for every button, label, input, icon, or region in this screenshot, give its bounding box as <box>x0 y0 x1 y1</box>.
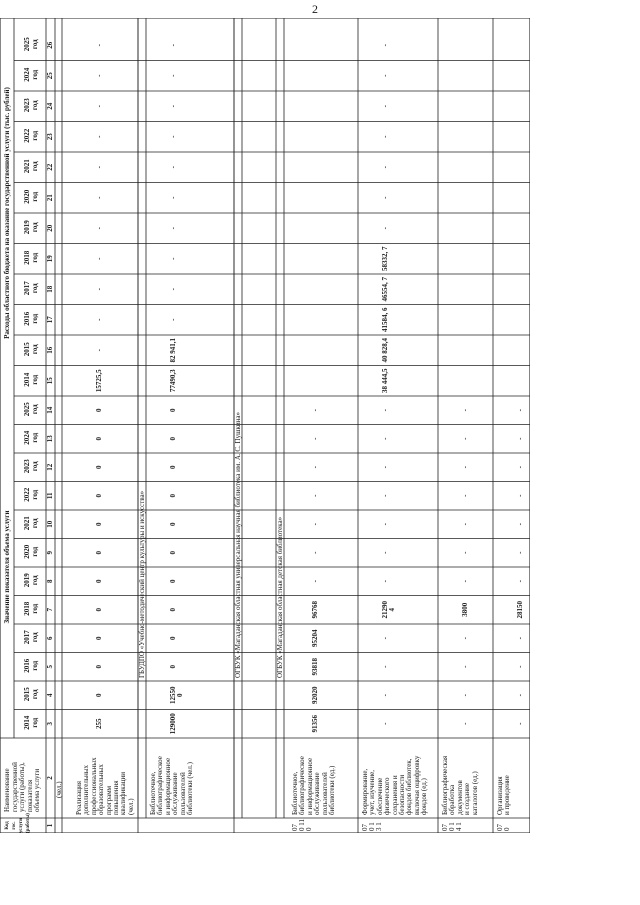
vol-year-suffix: год <box>31 575 39 586</box>
vol-cell: - <box>516 494 524 497</box>
vol-year-suffix: год <box>31 546 39 557</box>
exp-cell: - <box>381 135 389 138</box>
exp-cell: 82 941,1 <box>169 338 177 363</box>
vol-cell: 0 <box>95 579 103 583</box>
vol-cell: - <box>311 466 319 469</box>
row-name-line: документов <box>455 780 464 815</box>
column-number: 6 <box>46 636 54 640</box>
row-name-line: пользователей <box>320 772 329 815</box>
exp-cell: - <box>169 105 177 108</box>
exp-cell: - <box>95 166 103 169</box>
exp-year: 2017 <box>23 281 31 296</box>
column-number: 13 <box>46 435 54 443</box>
column-number: 16 <box>46 346 54 354</box>
vol-year-suffix: год <box>31 603 39 614</box>
vol-cell: - <box>516 694 524 697</box>
column-number: 25 <box>46 72 54 80</box>
name-col-header-line: показателя <box>25 779 34 812</box>
volume-group-header: Значение показателя объема услуги <box>3 510 11 624</box>
column-number: 26 <box>46 41 54 49</box>
exp-cell: - <box>169 196 177 199</box>
section-title: ГБУДПО «Учебно-методический центр культуры и искусства» <box>138 490 146 678</box>
exp-year: 2015 <box>23 342 31 357</box>
exp-cell: - <box>169 74 177 77</box>
vol-cell: - <box>516 665 524 668</box>
vol-year: 2022 <box>23 487 31 502</box>
row-name-line: обеспечение <box>375 777 384 815</box>
table-grid <box>0 18 530 833</box>
exp-cell: - <box>381 105 389 108</box>
name-col-header-line: Наименование <box>3 768 11 812</box>
vol-year: 2021 <box>23 516 31 531</box>
vol-cell: 0 <box>169 408 177 412</box>
vol-cell: 0 <box>95 551 103 555</box>
name-col-header-line: услуги (работы), <box>18 762 27 812</box>
column-number: 10 <box>46 520 54 528</box>
vol-year-suffix: год <box>31 689 39 700</box>
exp-cell: - <box>381 74 389 77</box>
code-col-header: Код гос. услуги (работы) <box>5 813 31 833</box>
row-name-line: включая оцифровку <box>412 755 421 815</box>
column-number: 18 <box>46 285 54 293</box>
vol-cell: - <box>461 580 469 583</box>
exp-cell: 15725,5 <box>95 369 103 393</box>
column-number: 23 <box>46 133 54 141</box>
row-name-line: и создание <box>463 782 472 815</box>
vol-cell: - <box>311 494 319 497</box>
exp-year-suffix: год <box>31 344 39 355</box>
exp-cell: - <box>95 105 103 108</box>
exp-cell: - <box>381 196 389 199</box>
exp-cell: - <box>95 257 103 260</box>
column-number: 5 <box>46 665 54 669</box>
vol-cell: - <box>461 494 469 497</box>
exp-year-suffix: год <box>31 283 39 294</box>
exp-cell: 58332, 7 <box>381 246 389 271</box>
exp-cell: 40 828,4 <box>381 338 389 363</box>
row-name-line: Библиотечное, <box>149 771 157 815</box>
row-name-line: обслуживание <box>313 772 322 815</box>
exp-cell: 77490,3 <box>169 369 177 393</box>
page-number: 2 <box>312 2 318 16</box>
exp-year-suffix: год <box>31 130 39 141</box>
exp-year: 2025 <box>23 37 31 52</box>
vol-year-suffix: год <box>31 432 39 443</box>
column-number: 21 <box>46 194 54 202</box>
vol-cell: - <box>461 437 469 440</box>
vol-cell: - <box>461 523 469 526</box>
vol-cell: - <box>381 637 389 640</box>
exp-year: 2024 <box>23 67 31 82</box>
vol-year: 2025 <box>23 402 31 417</box>
row-name-line: квалификации <box>119 772 128 815</box>
vol-cell: 95204 <box>311 629 319 647</box>
vol-cell: - <box>516 722 524 725</box>
vol-year-suffix: год <box>31 489 39 500</box>
vol-year-suffix: год <box>31 632 39 643</box>
vol-year-suffix: год <box>31 461 39 472</box>
exp-cell: - <box>95 196 103 199</box>
row-name-line: безопасности <box>398 774 406 815</box>
exp-cell: - <box>169 227 177 230</box>
column-number: 8 <box>46 579 54 583</box>
row-name-line: библиографическое <box>156 756 165 815</box>
exp-cell: - <box>95 44 103 47</box>
row-name-line: Формирование, <box>361 768 369 815</box>
vol-cell: 0 <box>169 608 177 612</box>
column-number: 24 <box>46 102 54 110</box>
section-title: ОГБУК «Магаданская областная детская библиотека» <box>276 516 284 678</box>
row-name-line: и информационное <box>305 757 314 815</box>
vol-cell: 21290 4 <box>381 601 396 619</box>
row-name-line: каталогов (ед.) <box>470 771 479 815</box>
exp-year-suffix: год <box>31 191 39 202</box>
column-number: 11 <box>46 492 54 500</box>
row-name-line: библиотеки (ед.) <box>328 765 336 815</box>
row-name-line: Библиотечное, <box>291 771 299 815</box>
vol-cell: 0 <box>169 636 177 640</box>
row-name-line: библиографическое <box>298 756 307 815</box>
vol-cell: - <box>516 523 524 526</box>
vol-cell: - <box>381 494 389 497</box>
vol-cell: 0 <box>169 579 177 583</box>
vol-cell: - <box>516 580 524 583</box>
vol-cell: 0 <box>169 665 177 669</box>
vol-year-suffix: год <box>31 660 39 671</box>
exp-cell: - <box>169 257 177 260</box>
row-name-line: сохранения и <box>390 775 399 815</box>
vol-cell: - <box>311 580 319 583</box>
exp-cell: 38 444,5 <box>381 368 389 393</box>
exp-year: 2021 <box>23 159 31 174</box>
vol-cell: - <box>461 637 469 640</box>
row-name-line: физического <box>383 777 392 815</box>
exp-year: 2023 <box>23 98 31 113</box>
vol-cell: - <box>381 409 389 412</box>
exp-cell: - <box>95 318 103 321</box>
row-name-line: библиотеки (чел.) <box>186 762 194 815</box>
exp-year-suffix: год <box>31 100 39 111</box>
column-number: 2 <box>46 776 54 780</box>
vol-cell: 129000 <box>169 713 177 735</box>
column-number: 3 <box>46 722 54 726</box>
vol-cell: 0 <box>169 437 177 441</box>
vol-cell: - <box>381 580 389 583</box>
vol-cell: - <box>516 437 524 440</box>
row-name-line: программ <box>104 785 113 815</box>
exp-cell: - <box>169 288 177 291</box>
exp-cell: - <box>381 227 389 230</box>
exp-year-suffix: год <box>31 222 39 233</box>
column-number: 17 <box>46 316 54 324</box>
name-col-header-line: объема услуги <box>33 768 42 812</box>
exp-cell: - <box>381 44 389 47</box>
exp-cell: - <box>95 74 103 77</box>
column-number: 4 <box>46 693 54 697</box>
vol-cell: 0 <box>95 437 103 441</box>
expense-group-header: Расходы областного бюджета на оказание государственной услуги (тыс. рублей) <box>3 87 11 339</box>
name-col-header-line: государственной <box>10 762 19 812</box>
exp-year-suffix: год <box>31 39 39 50</box>
exp-cell: - <box>169 166 177 169</box>
vol-cell: 0 <box>169 551 177 555</box>
exp-cell: - <box>169 135 177 138</box>
column-number: 9 <box>46 551 54 555</box>
row-name-line: Реализация <box>75 781 83 815</box>
row-code: 07 0 14 1 <box>441 822 463 831</box>
vol-cell: - <box>381 466 389 469</box>
row-name-line: (чел.) <box>126 798 135 815</box>
vol-cell: 0 <box>95 465 103 469</box>
row-name-line: Библиографическая <box>441 755 449 815</box>
exp-year-suffix: год <box>31 252 39 263</box>
vol-year: 2015 <box>23 687 31 702</box>
exp-cell: - <box>95 349 103 352</box>
vol-year: 2023 <box>23 459 31 474</box>
row-name-line: пользователей <box>178 772 187 815</box>
vol-cell: 0 <box>95 494 103 498</box>
vol-cell: 0 <box>95 636 103 640</box>
row-name-line: учет, изучение, <box>368 769 377 815</box>
unit-row: (чел.) <box>55 781 63 798</box>
exp-cell: - <box>95 135 103 138</box>
vol-cell: - <box>461 722 469 725</box>
column-number: 20 <box>46 224 54 232</box>
vol-year: 2017 <box>23 630 31 645</box>
exp-year: 2019 <box>23 220 31 235</box>
exp-cell: 46554, 7 <box>381 277 389 302</box>
row-name-line: повышения <box>112 780 120 815</box>
vol-cell: 0 <box>169 522 177 526</box>
exp-year: 2020 <box>23 189 31 204</box>
vol-cell: 3800 <box>461 602 469 617</box>
vol-cell: - <box>311 409 319 412</box>
exp-cell: - <box>381 166 389 169</box>
vol-year: 2016 <box>23 658 31 673</box>
vol-cell: 0 <box>169 494 177 498</box>
vol-cell: - <box>516 551 524 554</box>
vol-cell: 255 <box>95 718 103 729</box>
column-number: 22 <box>46 163 54 171</box>
row-name-line: обслуживание <box>171 772 180 815</box>
vol-cell: - <box>461 665 469 668</box>
vol-cell: - <box>516 466 524 469</box>
column-number: 19 <box>46 255 54 263</box>
vol-cell: - <box>381 665 389 668</box>
row-name-line: и проведение <box>503 775 512 815</box>
row-name-line: образовательных <box>97 764 106 815</box>
column-number: 15 <box>46 377 54 385</box>
vol-cell: - <box>381 551 389 554</box>
row-name-line: фондов библиотек, <box>405 758 414 815</box>
vol-cell: 0 <box>95 522 103 526</box>
vol-cell: 0 <box>95 408 103 412</box>
vol-cell: - <box>516 637 524 640</box>
vol-cell: - <box>381 523 389 526</box>
vol-cell: 0 <box>169 465 177 469</box>
exp-year: 2016 <box>23 311 31 326</box>
vol-cell: 92020 <box>311 686 319 704</box>
exp-year-suffix: год <box>31 313 39 324</box>
vol-cell: 96768 <box>311 601 319 619</box>
exp-year-suffix: год <box>31 69 39 80</box>
exp-year-suffix: год <box>31 374 39 385</box>
exp-year: 2022 <box>23 128 31 143</box>
vol-cell: - <box>461 409 469 412</box>
column-number: 1 <box>46 823 54 828</box>
exp-year-suffix: год <box>31 161 39 172</box>
exp-year: 2014 <box>23 372 31 387</box>
vol-cell: 0 <box>95 665 103 669</box>
vol-cell: - <box>381 722 389 725</box>
exp-year: 2018 <box>23 250 31 265</box>
vol-year: 2019 <box>23 573 31 588</box>
vol-cell: 0 <box>95 693 103 697</box>
vol-cell: - <box>311 551 319 554</box>
vol-cell: - <box>381 694 389 697</box>
vol-year-suffix: год <box>31 717 39 728</box>
row-code: 07 0 <box>496 824 511 831</box>
vol-cell: 28150 <box>516 601 524 619</box>
vol-cell: - <box>461 694 469 697</box>
vol-cell: - <box>461 466 469 469</box>
vol-cell: - <box>461 551 469 554</box>
exp-cell: - <box>95 227 103 230</box>
row-name-line: и информационное <box>163 757 172 815</box>
vol-cell: - <box>381 437 389 440</box>
column-number: 14 <box>46 406 54 414</box>
row-name-line: Организация <box>496 776 504 815</box>
vol-year: 2018 <box>23 601 31 616</box>
vol-year-suffix: год <box>31 518 39 529</box>
column-number: 12 <box>46 463 54 471</box>
exp-cell: 41584, 6 <box>381 307 389 332</box>
vol-year: 2024 <box>23 430 31 445</box>
vol-cell: - <box>311 523 319 526</box>
vol-year: 2014 <box>23 715 31 730</box>
row-name-line: дополнительных <box>82 764 91 815</box>
vol-cell: 12550 0 <box>169 686 184 704</box>
row-code: 07 0 13 1 <box>361 822 383 831</box>
vol-cell: 0 <box>95 608 103 612</box>
row-name-line: фондов (ед.) <box>420 778 429 815</box>
exp-cell: - <box>169 44 177 47</box>
vol-year-suffix: год <box>31 404 39 415</box>
column-number: 7 <box>46 608 54 612</box>
row-name-line: профессиональных <box>89 757 98 815</box>
vol-cell: 91356 <box>311 715 319 733</box>
exp-cell: - <box>95 288 103 291</box>
exp-cell: - <box>169 318 177 321</box>
row-code: 07 0 11 0 <box>291 819 313 831</box>
vol-cell: 93818 <box>311 658 319 676</box>
vol-year: 2020 <box>23 544 31 559</box>
section-title: ОГБУК «Магаданская областная универсальная научная библиотека им. А. С. Пушкина» <box>234 411 242 678</box>
row-name-line: обработка <box>448 784 457 815</box>
vol-cell: - <box>516 409 524 412</box>
vol-cell: - <box>311 437 319 440</box>
